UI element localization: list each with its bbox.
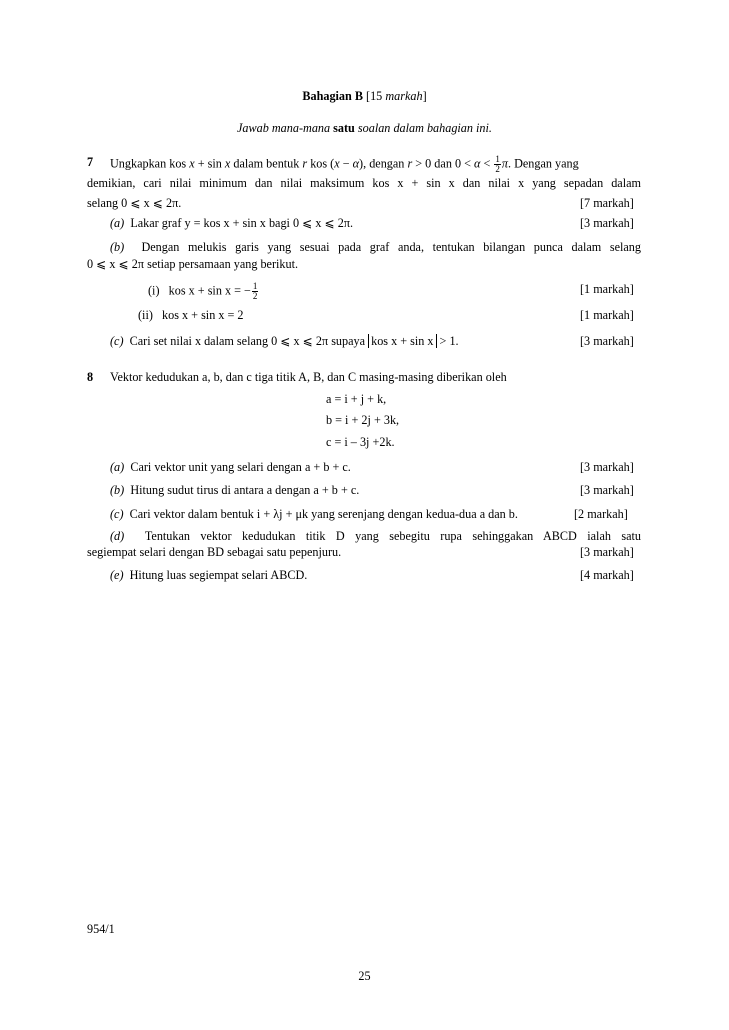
q7-bii-marks: [1 markah] bbox=[580, 308, 634, 322]
t: π bbox=[501, 156, 508, 171]
q8-b-label: (b) bbox=[110, 483, 125, 497]
q7-c-marks: [3 markah] bbox=[580, 334, 634, 348]
q8-e-text: Hitung luas segiempat selari ABCD. bbox=[129, 568, 308, 582]
t: α bbox=[474, 156, 481, 171]
t: r bbox=[407, 156, 413, 171]
q7-c-abs: kos x + sin x bbox=[368, 334, 436, 348]
t: r bbox=[302, 156, 308, 171]
t: x bbox=[334, 156, 340, 171]
page-number: 25 bbox=[358, 969, 371, 983]
q7-stem-line1 bbox=[110, 155, 641, 174]
q7-number bbox=[87, 155, 93, 170]
q7-b-line2: 0 ⩽ x ⩽ 2π setiap persamaan yang berikut. bbox=[87, 257, 299, 271]
q8-c-text: Cari vektor dalam bentuk i + λj + μk yang serenjang dengan kedua-dua a dan b. bbox=[129, 507, 518, 521]
q7-bi bbox=[148, 282, 259, 301]
fraction-half bbox=[494, 155, 501, 174]
t: x bbox=[224, 156, 231, 171]
q8-e-marks: [4 markah] bbox=[580, 568, 634, 582]
q8-stem: Vektor kedudukan a, b, dan c tiga titik A, B, dan C masing-masing diberikan oleh bbox=[110, 370, 507, 384]
q7-stem-line3: selang 0 ⩽ x ⩽ 2π. bbox=[87, 196, 182, 210]
q7-c bbox=[110, 334, 459, 349]
section-heading bbox=[0, 89, 729, 104]
q7-b-line1 bbox=[110, 240, 641, 255]
q7-a-text: Lakar graf y = kos x + sin x bagi 0 ⩽ x ⩽ 2π. bbox=[130, 216, 354, 230]
q8-vector-a: a = i + j + k, bbox=[326, 392, 387, 406]
q7-c-label: (c) bbox=[110, 334, 124, 348]
q7-c-text-post: > 1. bbox=[436, 334, 459, 348]
t: < bbox=[480, 156, 494, 171]
q8-a-label: (a) bbox=[110, 460, 125, 474]
t: ), dengan bbox=[359, 156, 408, 171]
marks-close: ] bbox=[422, 89, 427, 103]
q8-d-line1 bbox=[110, 529, 641, 544]
paper-code: 954/1 bbox=[87, 922, 115, 936]
frac-num: 1 bbox=[495, 154, 500, 164]
t: Ungkapkan kos bbox=[110, 156, 190, 171]
q8-e-label: (e) bbox=[110, 568, 124, 582]
q8-number-text: 8 bbox=[87, 370, 94, 384]
instruction-bold: satu bbox=[333, 121, 355, 135]
q7-bii bbox=[138, 308, 244, 323]
frac-den: 2 bbox=[495, 164, 500, 174]
fraction-half bbox=[252, 282, 259, 301]
t: x bbox=[189, 156, 195, 171]
q8-a-marks: [3 markah] bbox=[580, 460, 634, 474]
q8-vector-c: c = i – 3j +2k. bbox=[326, 435, 395, 449]
q8-e bbox=[110, 568, 307, 583]
q8-b-marks: [3 markah] bbox=[580, 483, 634, 497]
q8-vector-b: b = i + 2j + 3k, bbox=[326, 413, 400, 427]
instruction-post: soalan dalam bahagian ini. bbox=[354, 121, 492, 135]
q7-stem-line2: demikian, cari nilai minimum dan nilai maksimum kos x + sin x dan nilai x yang sepadan dalam bbox=[87, 176, 641, 190]
q7-b-text: Dengan melukis garis yang sesuai pada graf anda, tentukan bilangan punca dalam selang bbox=[141, 240, 641, 254]
q7-stem-marks: [7 markah] bbox=[580, 196, 634, 210]
marks-open: [15 bbox=[362, 89, 386, 103]
q8-d-label: (d) bbox=[110, 529, 125, 543]
q7-number-text: 7 bbox=[87, 155, 94, 169]
q7-bii-label: (ii) bbox=[138, 308, 153, 322]
t: kos ( bbox=[307, 156, 335, 171]
q7-c-text-pre: Cari set nilai x dalam selang 0 ⩽ x ⩽ 2π supaya bbox=[129, 334, 369, 348]
q8-number bbox=[87, 370, 93, 385]
q8-d-text: Tentukan vektor kedudukan titik D yang sebegitu rupa sehinggakan ABCD ialah satu bbox=[144, 529, 641, 543]
t: > 0 dan 0 < bbox=[412, 156, 475, 171]
q7-b-label: (b) bbox=[110, 240, 125, 254]
q8-c-marks: [2 markah] bbox=[574, 507, 628, 521]
t: α bbox=[352, 156, 360, 171]
section-title: Bahagian B bbox=[302, 89, 363, 103]
instruction-pre: Jawab mana-mana bbox=[237, 121, 334, 135]
q8-d-line2: segiempat selari dengan BD sebagai satu pepenjuru. bbox=[87, 545, 342, 559]
t: + sin bbox=[194, 156, 225, 171]
q7-bi-label: (i) bbox=[148, 283, 160, 298]
t: dalam bentuk bbox=[230, 156, 303, 171]
q7-a-marks: [3 markah] bbox=[580, 216, 634, 230]
q8-c bbox=[110, 507, 518, 522]
marks-word: markah bbox=[385, 89, 423, 103]
q7-bii-text: kos x + sin x = 2 bbox=[162, 308, 244, 322]
q7-a-label: (a) bbox=[110, 216, 125, 230]
q7-bi-text: kos x + sin x = − bbox=[168, 283, 251, 298]
t: − bbox=[339, 156, 353, 171]
q8-c-label: (c) bbox=[110, 507, 124, 521]
q8-b bbox=[110, 483, 359, 498]
section-instruction bbox=[0, 121, 729, 136]
frac-den: 2 bbox=[252, 291, 258, 301]
q8-b-text: Hitung sudut tirus di antara a dengan a + b + c. bbox=[130, 483, 360, 497]
q7-bi-marks: [1 markah] bbox=[580, 282, 634, 296]
t: . Dengan yang bbox=[508, 156, 579, 171]
q8-a-text: Cari vektor unit yang selari dengan a + b + c. bbox=[130, 460, 351, 474]
q8-d-marks: [3 markah] bbox=[580, 545, 634, 559]
q8-a bbox=[110, 460, 351, 475]
frac-num: 1 bbox=[252, 281, 258, 291]
q7-a bbox=[110, 216, 353, 231]
